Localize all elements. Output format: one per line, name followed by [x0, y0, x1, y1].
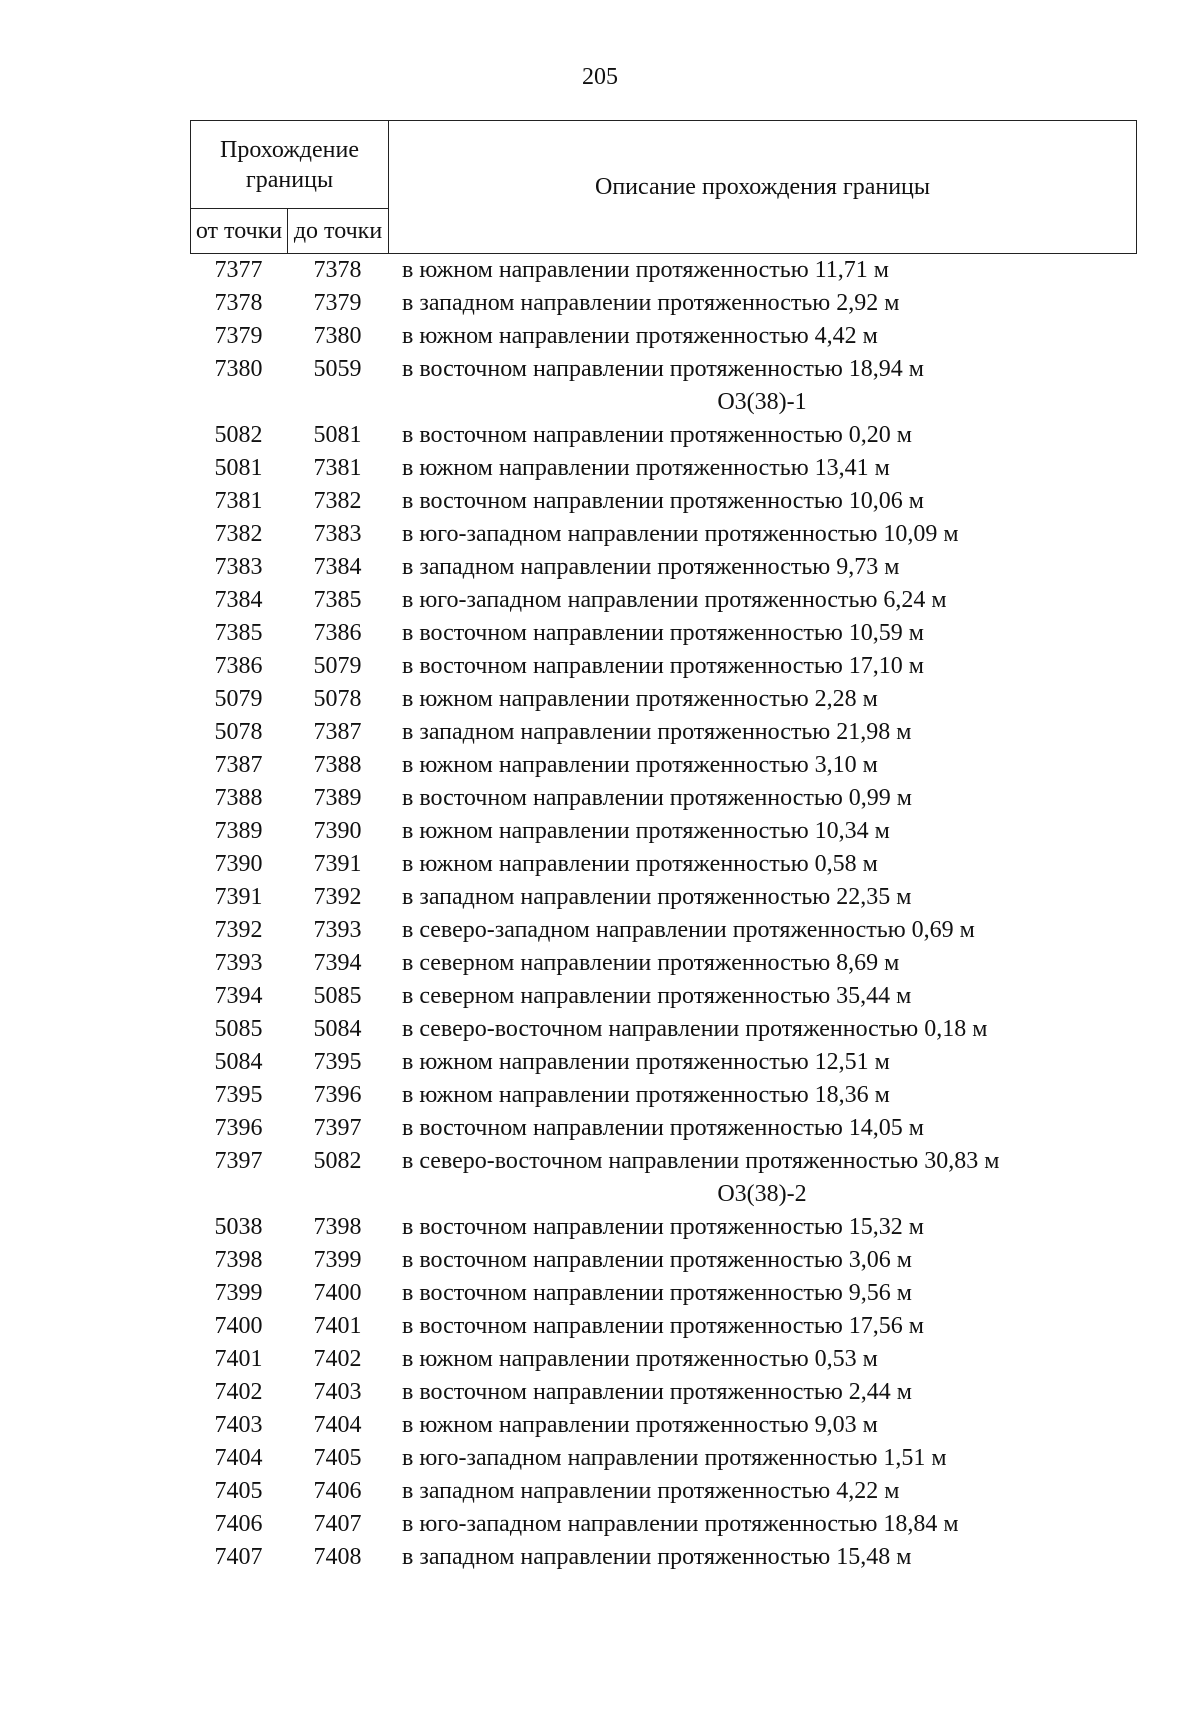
- boundary-description: в западном направлении протяженностью 15,48 м: [402, 1544, 912, 1570]
- table-row: [0, 1475, 1200, 1508]
- from-point: 7402: [214, 1379, 263, 1405]
- to-point: 7395: [313, 1049, 362, 1075]
- boundary-description: в южном направлении протяженностью 2,28 м: [402, 686, 878, 712]
- boundary-description: в западном направлении протяженностью 2,92 м: [402, 290, 900, 316]
- boundary-description: в западном направлении протяженностью 9,73 м: [402, 554, 900, 580]
- table-row: [0, 1442, 1200, 1475]
- boundary-description: в восточном направлении протяженностью 10,59 м: [402, 620, 924, 646]
- boundary-description: в южном направлении протяженностью 18,36 м: [402, 1082, 890, 1108]
- to-point: 7399: [313, 1247, 362, 1273]
- boundary-description: в южном направлении протяженностью 13,41 м: [402, 455, 890, 481]
- table-row: [0, 749, 1200, 782]
- table-row: [0, 815, 1200, 848]
- to-point: 5078: [313, 686, 362, 712]
- from-point: 7393: [214, 950, 263, 976]
- to-point: 7386: [313, 620, 362, 646]
- boundary-description: в юго-западном направлении протяженностью 18,84 м: [402, 1511, 959, 1537]
- from-point: 5038: [214, 1214, 263, 1240]
- to-point: 7394: [313, 950, 362, 976]
- boundary-description: в восточном направлении протяженностью 17,10 м: [402, 653, 924, 679]
- table-row: [0, 848, 1200, 881]
- table-row: [0, 1013, 1200, 1046]
- from-point: 7394: [214, 983, 263, 1009]
- to-point: 7391: [313, 851, 362, 877]
- boundary-description: в северном направлении протяженностью 8,69 м: [402, 950, 900, 976]
- table-row: [0, 320, 1200, 353]
- to-point: 5082: [313, 1148, 362, 1174]
- from-point: 7398: [214, 1247, 263, 1273]
- to-point: 7381: [313, 455, 362, 481]
- to-point: 7393: [313, 917, 362, 943]
- boundary-description: в южном направлении протяженностью 11,71 м: [402, 257, 889, 283]
- table-row: [0, 419, 1200, 452]
- boundary-description: в восточном направлении протяженностью 10,06 м: [402, 488, 924, 514]
- table-row: [0, 1343, 1200, 1376]
- from-point: 7388: [214, 785, 263, 811]
- to-point: 7379: [313, 290, 362, 316]
- boundary-description: в северо-восточном направлении протяженностью 30,83 м: [402, 1148, 1000, 1174]
- from-point: 5079: [214, 686, 263, 712]
- header-from-point: от точки: [191, 209, 288, 254]
- from-point: 7384: [214, 587, 263, 613]
- from-point: 7389: [214, 818, 263, 844]
- from-point: 7385: [214, 620, 263, 646]
- from-point: 7404: [214, 1445, 263, 1471]
- to-point: 7400: [313, 1280, 362, 1306]
- table-row: [0, 1376, 1200, 1409]
- table-row: [0, 518, 1200, 551]
- boundary-description: в восточном направлении протяженностью 18,94 м: [402, 356, 924, 382]
- table-row: [0, 1112, 1200, 1145]
- to-point: 7383: [313, 521, 362, 547]
- to-point: 7403: [313, 1379, 362, 1405]
- from-point: 7407: [214, 1544, 263, 1570]
- table-row: [0, 287, 1200, 320]
- boundary-description: в восточном направлении протяженностью 14,05 м: [402, 1115, 924, 1141]
- table-row: [0, 1508, 1200, 1541]
- from-point: 5085: [214, 1016, 263, 1042]
- to-point: 7384: [313, 554, 362, 580]
- from-point: 7390: [214, 851, 263, 877]
- boundary-description: в южном направлении протяженностью 9,03 м: [402, 1412, 878, 1438]
- boundary-description: в южном направлении протяженностью 0,58 м: [402, 851, 878, 877]
- from-point: 7382: [214, 521, 263, 547]
- table-row: [0, 254, 1200, 287]
- boundary-description: в восточном направлении протяженностью 0,20 м: [402, 422, 912, 448]
- table-row: [0, 1079, 1200, 1112]
- table-row: [0, 353, 1200, 386]
- boundary-description: в восточном направлении протяженностью 2,44 м: [402, 1379, 912, 1405]
- to-point: 7397: [313, 1115, 362, 1141]
- from-point: 7392: [214, 917, 263, 943]
- boundary-description: в южном направлении протяженностью 10,34 м: [402, 818, 890, 844]
- from-point: 7383: [214, 554, 263, 580]
- table-row: [0, 947, 1200, 980]
- to-point: 7407: [313, 1511, 362, 1537]
- table-row: [0, 1046, 1200, 1079]
- boundary-description: в юго-западном направлении протяженностью 1,51 м: [402, 1445, 947, 1471]
- table-row: [0, 584, 1200, 617]
- table-row: [0, 1409, 1200, 1442]
- boundary-description: в южном направлении протяженностью 12,51 м: [402, 1049, 890, 1075]
- to-point: 5059: [313, 356, 362, 382]
- table-row: [0, 1541, 1200, 1574]
- boundary-description: в северо-восточном направлении протяженностью 0,18 м: [402, 1016, 988, 1042]
- table-row: [0, 881, 1200, 914]
- boundary-description: в восточном направлении протяженностью 9,56 м: [402, 1280, 912, 1306]
- from-point: 7400: [214, 1313, 263, 1339]
- from-point: 7399: [214, 1280, 263, 1306]
- table-row: [0, 650, 1200, 683]
- table-row: [0, 980, 1200, 1013]
- boundary-description: в юго-западном направлении протяженностью 10,09 м: [402, 521, 959, 547]
- from-point: 7377: [214, 257, 263, 283]
- to-point: 7402: [313, 1346, 362, 1372]
- to-point: 5079: [313, 653, 362, 679]
- from-point: 5078: [214, 719, 263, 745]
- boundary-description: в западном направлении протяженностью 21,98 м: [402, 719, 912, 745]
- to-point: 7382: [313, 488, 362, 514]
- boundary-description: в восточном направлении протяженностью 17,56 м: [402, 1313, 924, 1339]
- from-point: 7395: [214, 1082, 263, 1108]
- to-point: 7387: [313, 719, 362, 745]
- boundary-description: в восточном направлении протяженностью 0,99 м: [402, 785, 912, 811]
- from-point: 7391: [214, 884, 263, 910]
- table-row: [0, 1145, 1200, 1178]
- boundary-description: в восточном направлении протяженностью 3,06 м: [402, 1247, 912, 1273]
- header-description: Описание прохождения границы: [389, 121, 1137, 254]
- to-point: 7408: [313, 1544, 362, 1570]
- boundary-description: в восточном направлении протяженностью 15,32 м: [402, 1214, 924, 1240]
- from-point: 5084: [214, 1049, 263, 1075]
- table-row: [0, 1244, 1200, 1277]
- to-point: 7406: [313, 1478, 362, 1504]
- to-point: 7405: [313, 1445, 362, 1471]
- table-row: [0, 1310, 1200, 1343]
- boundary-description: в южном направлении протяженностью 0,53 м: [402, 1346, 878, 1372]
- table-row: [0, 485, 1200, 518]
- from-point: 7387: [214, 752, 263, 778]
- to-point: 7404: [313, 1412, 362, 1438]
- table-row: [0, 1211, 1200, 1244]
- boundary-description: в юго-западном направлении протяженностью 6,24 м: [402, 587, 947, 613]
- boundary-description: в западном направлении протяженностью 22,35 м: [402, 884, 912, 910]
- from-point: 7381: [214, 488, 263, 514]
- section-heading: О3(38)-1: [717, 389, 807, 415]
- to-point: 7390: [313, 818, 362, 844]
- to-point: 7378: [313, 257, 362, 283]
- from-point: 7380: [214, 356, 263, 382]
- from-point: 7405: [214, 1478, 263, 1504]
- table-row: [0, 716, 1200, 749]
- to-point: 7389: [313, 785, 362, 811]
- boundary-description: в южном направлении протяженностью 4,42 м: [402, 323, 878, 349]
- table-row: [0, 683, 1200, 716]
- to-point: 7392: [313, 884, 362, 910]
- from-point: 7379: [214, 323, 263, 349]
- from-point: 7406: [214, 1511, 263, 1537]
- from-point: 5082: [214, 422, 263, 448]
- from-point: 7403: [214, 1412, 263, 1438]
- from-point: 5081: [214, 455, 263, 481]
- to-point: 5085: [313, 983, 362, 1009]
- table-row: [0, 914, 1200, 947]
- table-row: [0, 551, 1200, 584]
- from-point: 7378: [214, 290, 263, 316]
- boundary-rows: [0, 254, 1200, 1574]
- to-point: 7388: [313, 752, 362, 778]
- page-number: 205: [582, 64, 618, 90]
- header-to-point: до точки: [288, 209, 389, 254]
- boundary-description: в северо-западном направлении протяженностью 0,69 м: [402, 917, 975, 943]
- to-point: 5081: [313, 422, 362, 448]
- section-heading: О3(38)-2: [717, 1181, 807, 1207]
- to-point: 7396: [313, 1082, 362, 1108]
- from-point: 7401: [214, 1346, 263, 1372]
- from-point: 7397: [214, 1148, 263, 1174]
- boundary-description: в южном направлении протяженностью 3,10 м: [402, 752, 878, 778]
- boundary-description: в западном направлении протяженностью 4,22 м: [402, 1478, 900, 1504]
- to-point: 7398: [313, 1214, 362, 1240]
- to-point: 5084: [313, 1016, 362, 1042]
- table-row: [0, 782, 1200, 815]
- to-point: 7385: [313, 587, 362, 613]
- table-row: [0, 617, 1200, 650]
- table-row: [0, 1277, 1200, 1310]
- table-header: [190, 120, 1137, 254]
- header-passage: Прохождение границы: [191, 121, 389, 209]
- from-point: 7396: [214, 1115, 263, 1141]
- to-point: 7380: [313, 323, 362, 349]
- boundary-description: в северном направлении протяженностью 35,44 м: [402, 983, 912, 1009]
- from-point: 7386: [214, 653, 263, 679]
- table-row: [0, 452, 1200, 485]
- to-point: 7401: [313, 1313, 362, 1339]
